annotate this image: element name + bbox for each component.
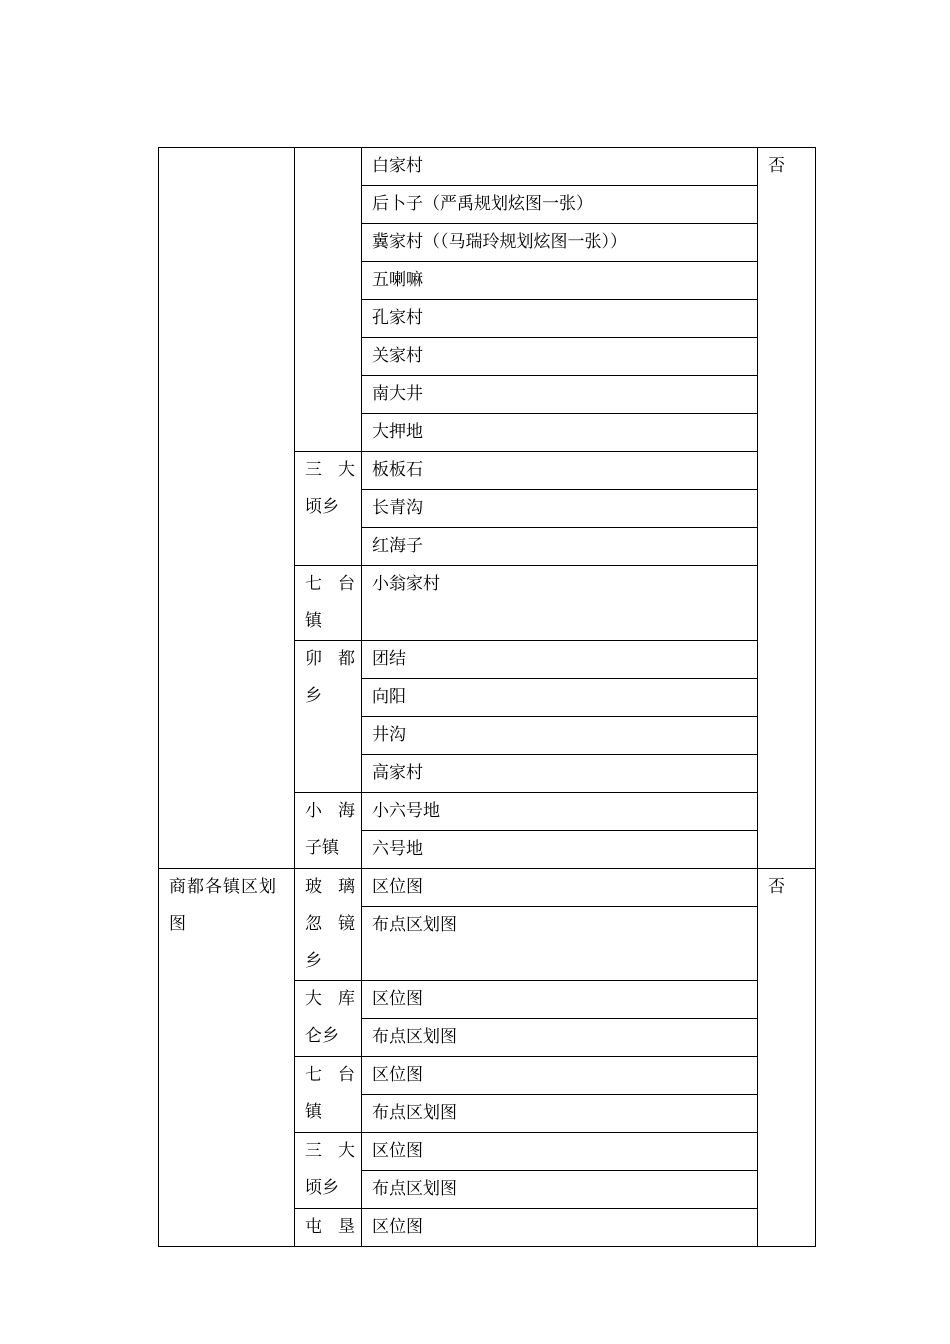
village-cell: 井沟	[362, 717, 758, 755]
village-cell: 高家村	[362, 755, 758, 793]
map-cell: 布点区划图	[362, 1095, 758, 1133]
map-cell: 区位图	[362, 1057, 758, 1095]
category-cell-empty	[159, 148, 295, 869]
township-cell: 三 大 顷乡	[295, 1133, 362, 1209]
township-cell-empty	[295, 148, 362, 452]
village-cell: 大押地	[362, 414, 758, 452]
township-cell: 卯 都 乡	[295, 641, 362, 793]
village-cell: 六号地	[362, 831, 758, 869]
map-cell: 布点区划图	[362, 907, 758, 981]
map-cell: 布点区划图	[362, 1019, 758, 1057]
flag-cell: 否	[758, 869, 816, 1247]
village-cell: 小翁家村	[362, 566, 758, 641]
township-cell: 七 台 镇	[295, 566, 362, 641]
map-cell: 布点区划图	[362, 1171, 758, 1209]
village-cell: 冀家村（（马瑞玲规划炫图一张））	[362, 224, 758, 262]
village-cell: 白家村	[362, 148, 758, 186]
village-cell: 孔家村	[362, 300, 758, 338]
village-cell: 向阳	[362, 679, 758, 717]
township-cell: 玻 璃 忽 镜 乡	[295, 869, 362, 981]
village-cell: 团结	[362, 641, 758, 679]
village-cell: 后卜子（严禹规划炫图一张）	[362, 186, 758, 224]
village-cell: 五喇嘛	[362, 262, 758, 300]
map-cell: 区位图	[362, 981, 758, 1019]
category-cell	[159, 869, 295, 1247]
map-cell: 区位图	[362, 1209, 758, 1247]
township-cell: 屯 垦	[295, 1209, 362, 1247]
map-cell: 区位图	[362, 869, 758, 907]
village-cell: 长青沟	[362, 490, 758, 528]
village-cell: 小六号地	[362, 793, 758, 831]
category-title: 商都各镇区划 图	[169, 877, 277, 934]
township-cell: 七 台 镇	[295, 1057, 362, 1133]
planning-map-table	[158, 147, 816, 1247]
village-cell: 板板石	[362, 452, 758, 490]
township-cell: 大 库 仑乡	[295, 981, 362, 1057]
village-cell: 南大井	[362, 376, 758, 414]
village-cell: 关家村	[362, 338, 758, 376]
township-cell: 三 大 顷乡	[295, 452, 362, 566]
township-cell: 小 海 子镇	[295, 793, 362, 869]
village-cell: 红海子	[362, 528, 758, 566]
flag-cell: 否	[758, 148, 816, 869]
map-cell: 区位图	[362, 1133, 758, 1171]
